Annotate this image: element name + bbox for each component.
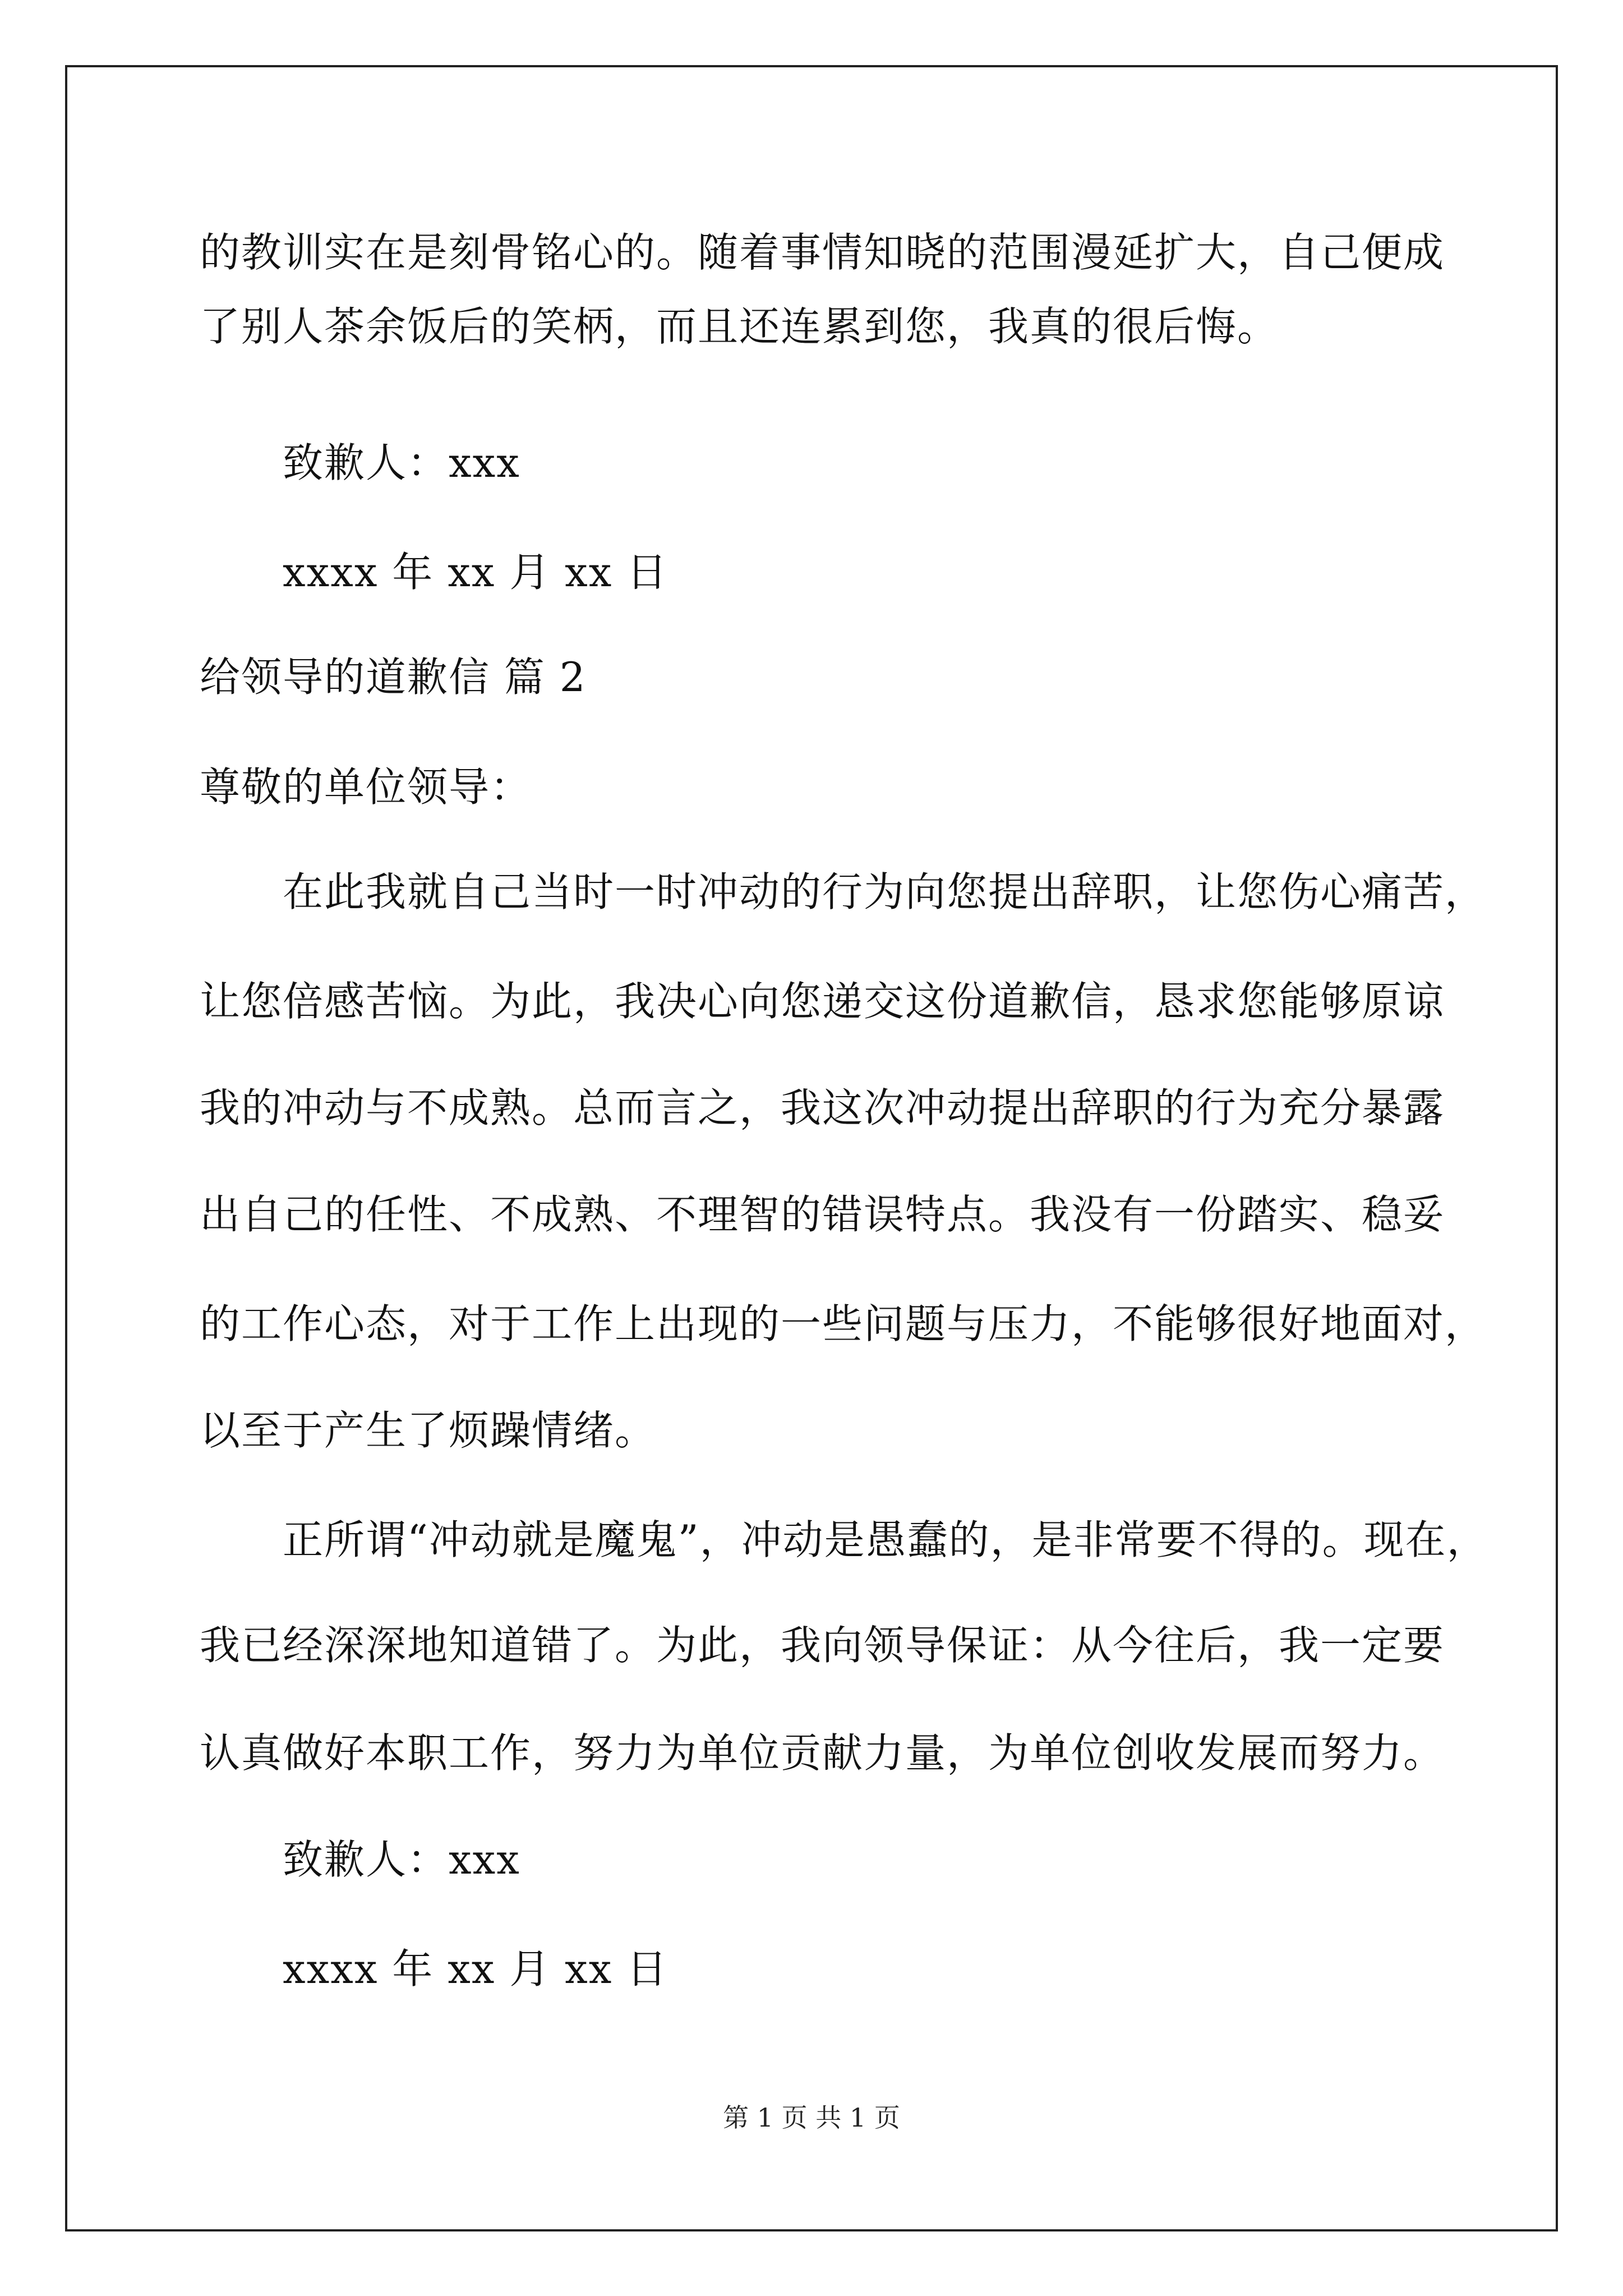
date-line: xxxx 年 xx 月 xx 日 bbox=[283, 1945, 668, 1993]
signature-line: 致歉人：xxx bbox=[283, 1836, 520, 1883]
paragraph-line: 我的冲动与不成熟。总而言之，我这次冲动提出辞职的行为充分暴露 bbox=[200, 1084, 1445, 1131]
paragraph-line: 认真做好本职工作，努力为单位贡献力量，为单位创收发展而努力。 bbox=[200, 1729, 1445, 1777]
paragraph-line: 让您倍感苦恼。为此，我决心向您递交这份道歉信，恳求您能够原谅 bbox=[200, 978, 1445, 1025]
paragraph-line: 在此我就自己当时一时冲动的行为向您提出辞职，让您伤心痛苦， bbox=[283, 868, 1487, 915]
page-footer: 第 1 页 共 1 页 bbox=[723, 2102, 900, 2133]
paragraph-line: 我已经深深地知道错了。为此，我向领导保证：从今往后，我一定要 bbox=[200, 1622, 1445, 1669]
paragraph-line: 以至于产生了烦躁情绪。 bbox=[200, 1407, 657, 1454]
paragraph-line: 出自己的任性、不成熟、不理智的错误特点。我没有一份踏实、稳妥 bbox=[200, 1191, 1445, 1238]
section-heading: 给领导的道歉信 篇 2 bbox=[200, 654, 587, 701]
paragraph-line: 了别人茶余饭后的笑柄，而且还连累到您，我真的很后悔。 bbox=[200, 303, 1279, 350]
date-line: xxxx 年 xx 月 xx 日 bbox=[283, 549, 668, 596]
salutation: 尊敬的单位领导： bbox=[200, 763, 532, 811]
signature-line: 致歉人：xxx bbox=[283, 439, 520, 486]
page-frame bbox=[65, 65, 1558, 2231]
paragraph-line: 正所谓“冲动就是魔鬼”，冲动是愚蠢的，是非常要不得的。现在， bbox=[283, 1516, 1488, 1563]
paragraph-line: 的工作心态，对于工作上出现的一些问题与压力，不能够很好地面对， bbox=[200, 1300, 1487, 1347]
paragraph-line: 的教训实在是刻骨铭心的。随着事情知晓的范围漫延扩大，自己便成 bbox=[200, 229, 1445, 276]
